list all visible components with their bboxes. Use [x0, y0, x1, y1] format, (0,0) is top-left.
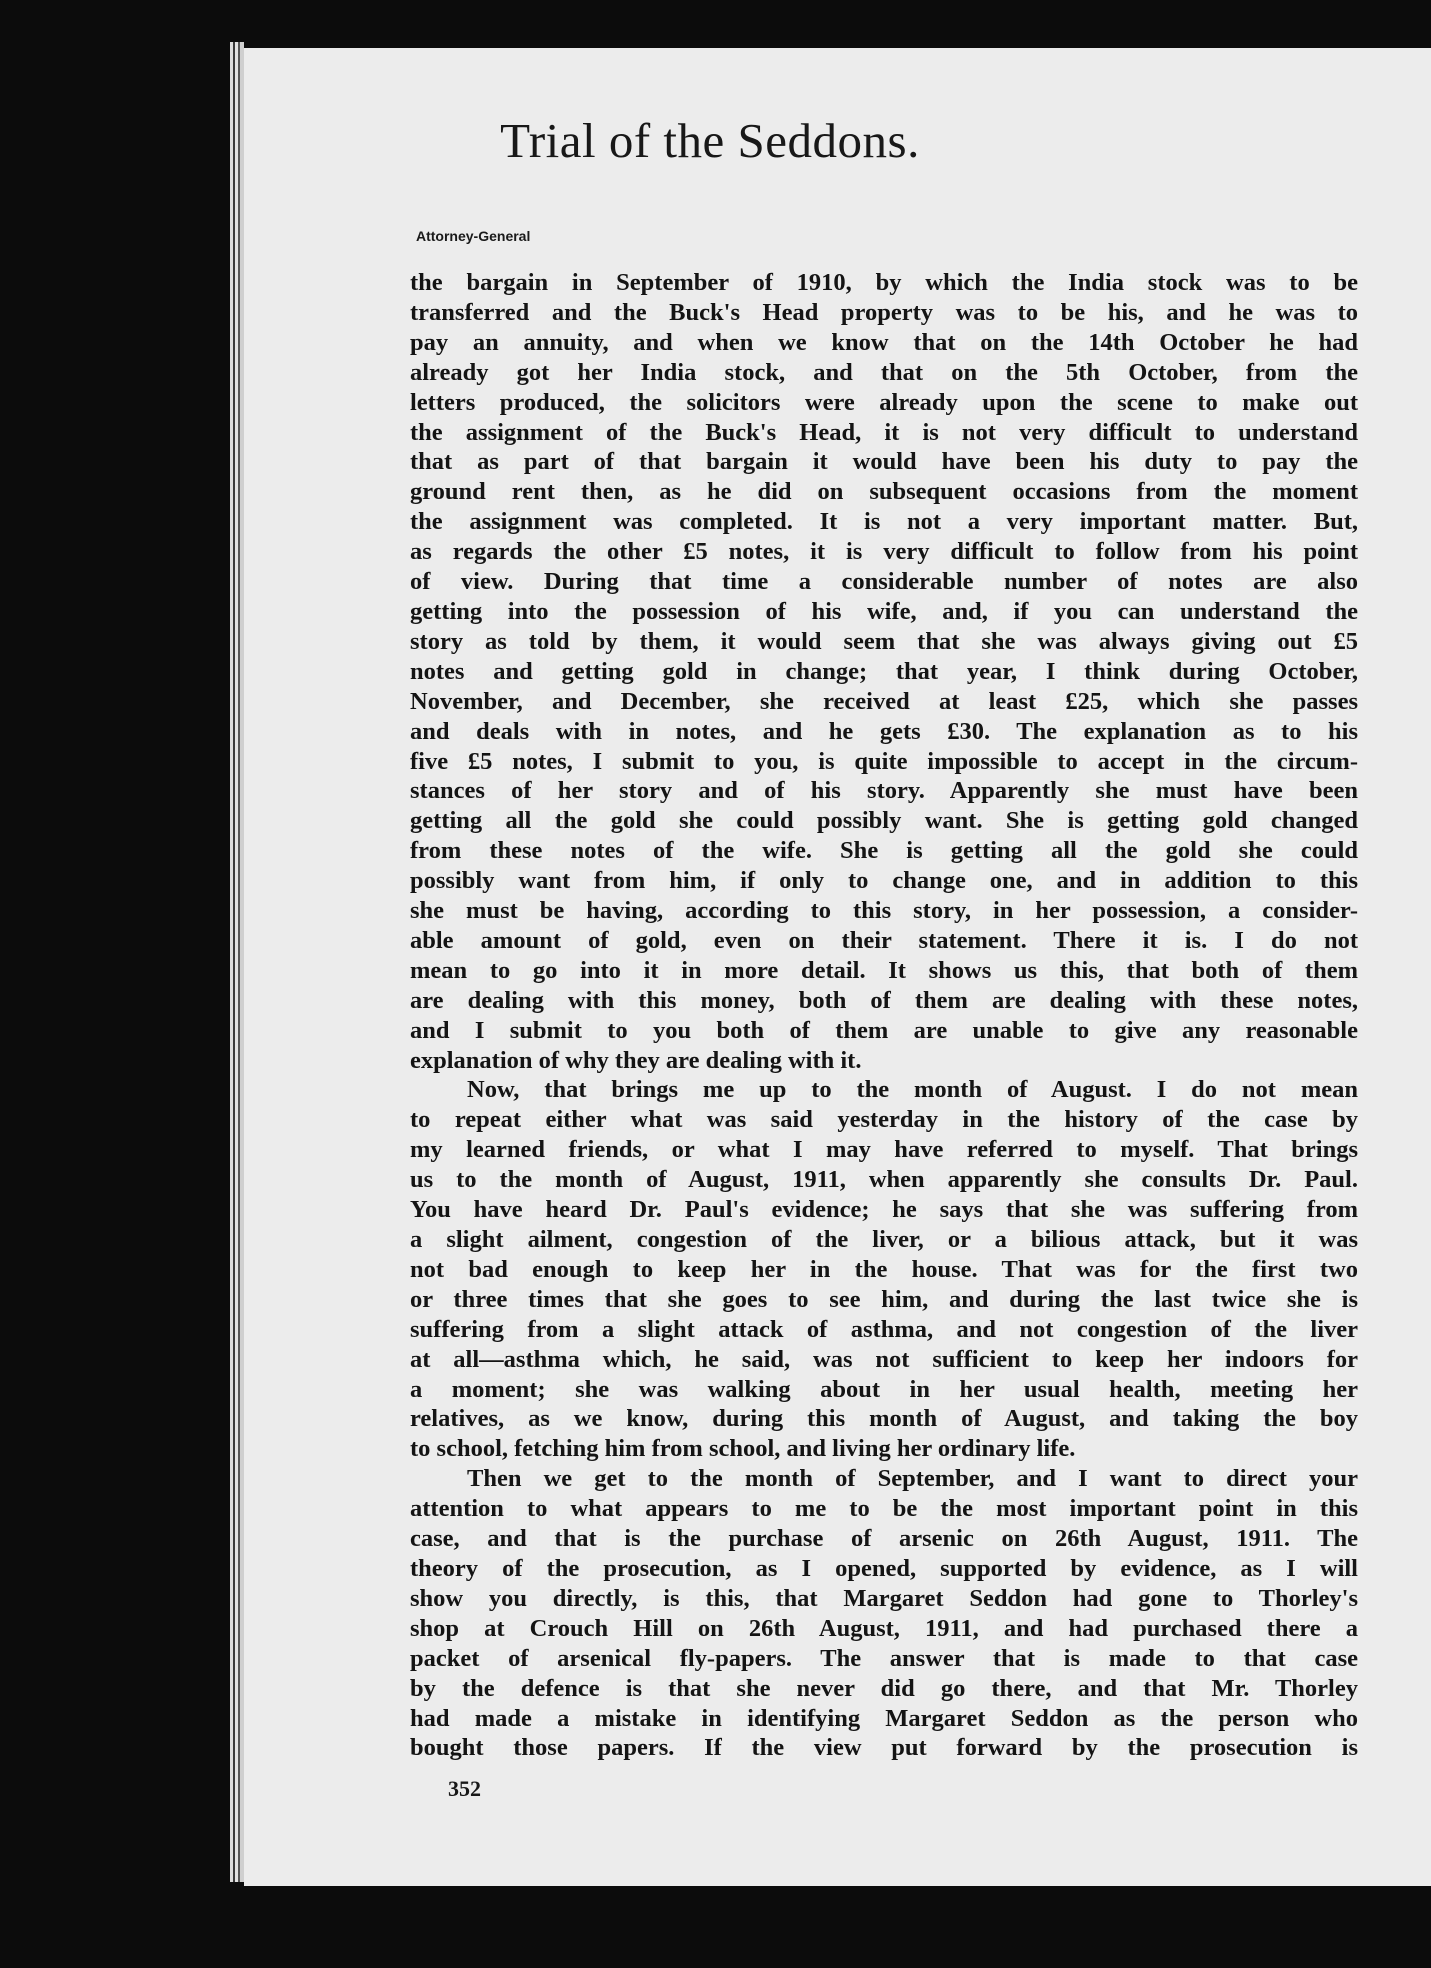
text-line: had made a mistake in identifying Margaret Seddon as the person who — [410, 1704, 1358, 1732]
text-line: notes and getting gold in change; that year, I think during October, — [410, 657, 1358, 685]
text-line: packet of arsenical fly-papers. The answer that is made to that case — [410, 1644, 1358, 1672]
text-line: stances of her story and of his story. Apparently she must have been — [410, 777, 1358, 805]
text-line: able amount of gold, even on their statement. There it is. I do not — [410, 926, 1358, 954]
text-line: Now, that brings me up to the month of August. I do not mean — [467, 1076, 1358, 1104]
text-line: as regards the other £5 notes, it is very difficult to follow from his point — [410, 538, 1358, 566]
text-line: us to the month of August, 1911, when apparently she consults Dr. Paul. — [410, 1166, 1358, 1194]
text-line: she must be having, according to this story, in her possession, a consider- — [410, 897, 1358, 925]
text-line: a slight ailment, congestion of the liver, or a bilious attack, but it was — [410, 1226, 1358, 1253]
text-line: that as part of that bargain it would have been his duty to pay the — [410, 448, 1358, 476]
text-line: getting into the possession of his wife, and, if you can understand the — [410, 597, 1358, 625]
side-label: Attorney-General — [416, 228, 531, 244]
text-line: relatives, as we know, during this month of August, and taking the boy — [410, 1405, 1358, 1433]
text-line: You have heard Dr. Paul's evidence; he says that she was suffering from — [410, 1196, 1358, 1224]
text-line: ground rent then, as he did on subsequent occasions from the moment — [410, 478, 1358, 506]
text-line: and deals with in notes, and he gets £30. The explanation as to his — [410, 717, 1358, 745]
text-line: bought those papers. If the view put forward by the prosecution is — [410, 1734, 1358, 1762]
text-line: already got her India stock, and that on the 5th October, from the — [410, 358, 1358, 386]
text-line: show you directly, is this, that Margaret Seddon had gone to Thorley's — [410, 1584, 1358, 1612]
text-line: at all—asthma which, he said, was not sufficient to keep her indoors for — [410, 1345, 1358, 1373]
text-line: pay an annuity, and when we know that on the 14th October he had — [410, 328, 1358, 356]
text-line: shop at Crouch Hill on 26th August, 1911, and had purchased there a — [410, 1614, 1358, 1642]
text-line: possibly want from him, if only to change one, and in addition to this — [410, 867, 1358, 895]
text-line: explanation of why they are dealing with it. — [410, 1046, 862, 1074]
text-line: by the defence is that she never did go there, and that Mr. Thorley — [410, 1674, 1358, 1702]
text-line: from these notes of the wife. She is getting all the gold she could — [410, 837, 1358, 865]
text-line: and I submit to you both of them are unable to give any reasonable — [410, 1016, 1358, 1044]
body-text — [410, 268, 1358, 1763]
text-line: to repeat either what was said yesterday in the history of the case by — [410, 1106, 1358, 1134]
text-line: story as told by them, it would seem that she was always giving out £5 — [410, 627, 1358, 655]
page-number: 352 — [448, 1776, 481, 1801]
book-spine-edge — [230, 42, 244, 1882]
text-line: the assignment of the Buck's Head, it is not very difficult to understand — [410, 418, 1358, 446]
text-line: mean to go into it in more detail. It shows us this, that both of them — [410, 956, 1358, 984]
text-line: the bargain in September of 1910, by which the India stock was to be — [410, 269, 1358, 296]
text-line: Then we get to the month of September, and I want to direct your — [467, 1465, 1358, 1493]
text-line: November, and December, she received at least £25, which she passes — [410, 687, 1358, 715]
text-line: case, and that is the purchase of arsenic on 26th August, 1911. The — [410, 1525, 1358, 1553]
text-line: attention to what appears to me to be the most important point in this — [410, 1495, 1358, 1523]
text-line: five £5 notes, I submit to you, is quite impossible to accept in the circum- — [410, 747, 1358, 775]
text-line: or three times that she goes to see him, and during the last twice she is — [410, 1285, 1358, 1313]
text-line: the assignment was completed. It is not a very important matter. But, — [410, 508, 1358, 536]
text-line: transferred and the Buck's Head property was to be his, and he was to — [410, 298, 1358, 326]
text-line: not bad enough to keep her in the house. That was for the first two — [410, 1255, 1358, 1283]
text-line: theory of the prosecution, as I opened, supported by evidence, as I will — [410, 1554, 1358, 1582]
text-line: of view. During that time a considerable number of notes are also — [410, 568, 1358, 596]
text-line: to school, fetching him from school, and living her ordinary life. — [410, 1435, 1076, 1463]
text-line: my learned friends, or what I may have referred to myself. That brings — [410, 1136, 1358, 1164]
text-line: letters produced, the solicitors were already upon the scene to make out — [410, 388, 1358, 416]
running-head: Trial of the Seddons. — [500, 113, 920, 168]
text-line: getting all the gold she could possibly want. She is getting gold changed — [410, 807, 1358, 835]
text-line: suffering from a slight attack of asthma, and not congestion of the liver — [410, 1315, 1358, 1343]
text-line: are dealing with this money, both of them are dealing with these notes, — [410, 986, 1358, 1014]
text-line: a moment; she was walking about in her usual health, meeting her — [410, 1375, 1358, 1403]
